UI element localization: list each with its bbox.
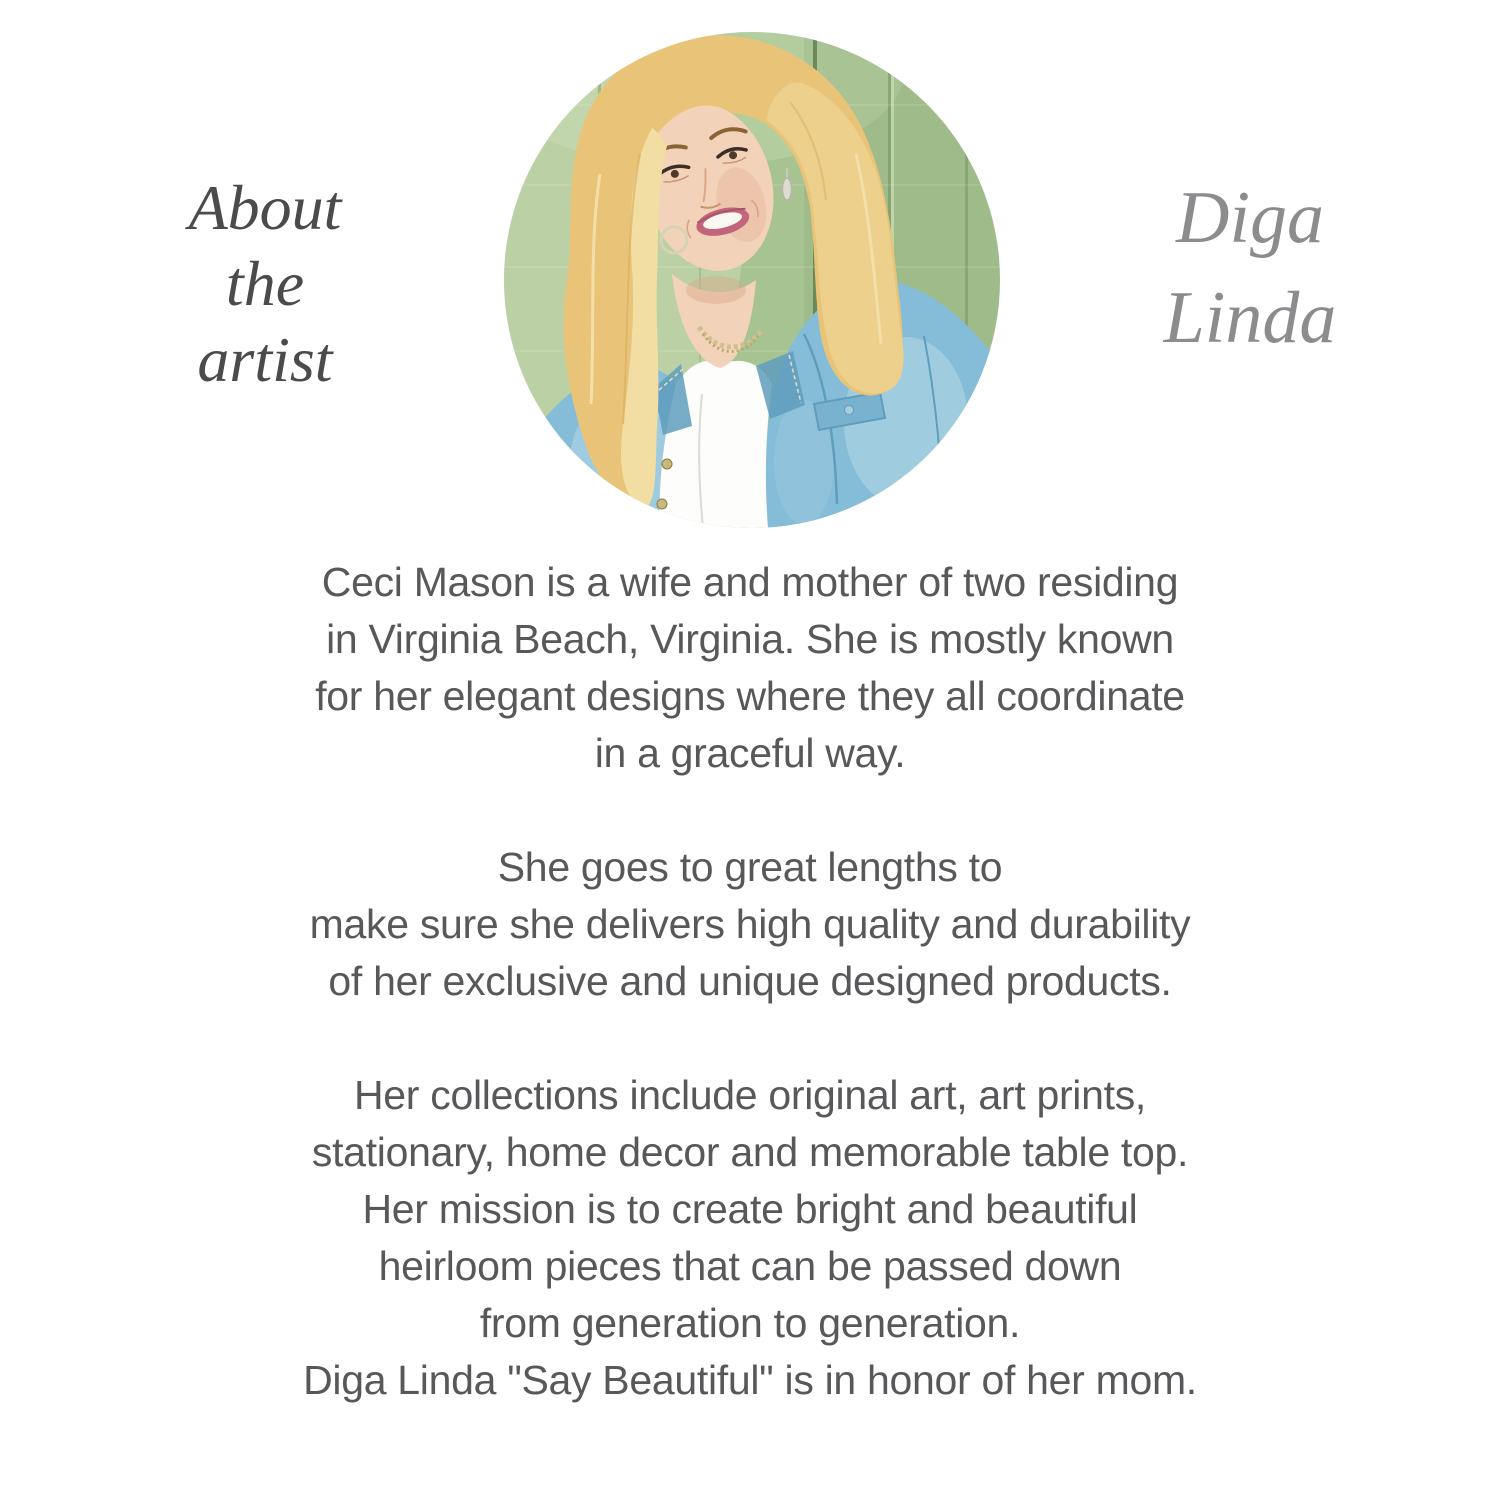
bio-line: of her exclusive and unique designed products. [328, 958, 1172, 1004]
bio-paragraph [60, 554, 1440, 782]
brand-line: Linda [1163, 277, 1337, 359]
bio-line: She goes to great lengths to [497, 844, 1003, 890]
brand-name-diga-linda [1095, 168, 1405, 368]
brand-line: Diga [1176, 177, 1324, 259]
bio-paragraph [60, 839, 1440, 1010]
bio-line: make sure she delivers high quality and durability [309, 901, 1191, 947]
bio-line: in Virginia Beach, Virginia. She is mostly known [326, 616, 1174, 662]
bio-line: Her collections include original art, art prints, [354, 1072, 1146, 1118]
about-the-artist-heading [110, 170, 420, 398]
bio-paragraph [60, 1067, 1440, 1409]
heading-line: the [225, 248, 305, 319]
bio-line: from generation to generation. [479, 1300, 1021, 1346]
bio-line: in a graceful way. [594, 730, 906, 776]
heading-line: About [188, 172, 342, 243]
heading-line: artist [197, 324, 333, 395]
bio-line: heirloom pieces that can be passed down [378, 1243, 1122, 1289]
bio-line: Her mission is to create bright and beautiful [362, 1186, 1138, 1232]
bio-line: Diga Linda "Say Beautiful" is in honor of her mom. [303, 1357, 1197, 1403]
bio-line: Ceci Mason is a wife and mother of two residing [321, 559, 1179, 605]
dangle-earring [783, 178, 792, 200]
bio-line: for her elegant designs where they all coordinate [315, 673, 1185, 719]
artist-photo [504, 32, 1000, 528]
bio-line: stationary, home decor and memorable table top. [311, 1129, 1189, 1175]
artist-bio [60, 554, 1440, 1409]
